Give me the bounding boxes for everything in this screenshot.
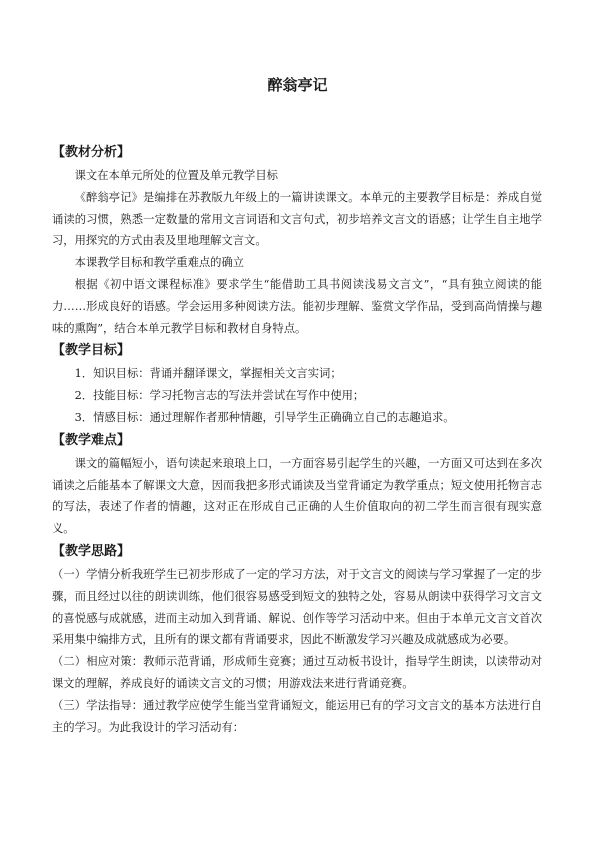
paragraph: （一）学情分析我班学生已初步形成了一定的学习方法，对于文言文的阅读与学习掌握了一定的步骤，而且经过以往的朗读训练，他们很容易感受到短文的独特之处，容易从朗读中获得学习文言文的喜悦感与成就感，进而主动加入到背诵、解说、创作等学习活动中来。但由于本单元文言文首次采用集中编排方式，且所有的课文都有背诵要求，因此不断激发学习兴趣及成就感成为必要。 bbox=[52, 567, 542, 647]
paragraph: 本课教学目标和教学重难点的确立 bbox=[74, 256, 245, 270]
paragraph: 课文的篇幅短小，语句读起来琅琅上口，一方面容易引起学生的兴趣，一方面又可达到在多次诵读之后能基本了解课文大意，因而我把多形式诵读及当堂背诵定为教学重点；短文使用托物言志的写法，表述了作者的情趣，这对正在形成自己正确的人生价值取向的初二学生而言很有现实意义。 bbox=[52, 456, 542, 536]
paragraph: 《醉翁亭记》是编排在苏教版九年级上的一篇讲读课文。本单元的主要教学目标是：养成自觉诵读的习惯，熟悉一定数量的常用文言词语和文言句式，初步培养文言文的语感；让学生自主地学习，用探究的方式由表及里地理解文言文。 bbox=[52, 190, 542, 248]
section-heading-approach: 【教学思路】 bbox=[52, 543, 131, 559]
section-heading-goals: 【教学目标】 bbox=[52, 343, 131, 359]
goal-item: 3．情感目标：通过理解作者那种情趣，引导学生正确确立自己的志趣追求。 bbox=[74, 410, 455, 424]
paragraph: 课文在本单元所处的位置及单元教学目标 bbox=[74, 169, 278, 182]
document-body bbox=[52, 141, 542, 738]
section-heading-difficulty: 【教学难点】 bbox=[52, 432, 131, 448]
paragraph: （二）相应对策：教师示范背诵，形成师生竞赛；通过互动板书设计，指导学生朗读，以读带动对课文的理解，养成良好的诵读文言文的习惯；用游戏法来进行背诵竞赛。 bbox=[52, 655, 542, 690]
paragraph: （三）学法指导：通过教学应使学生能当堂背诵短文，能运用已有的学习文言文的基本方法进行自主的学习。为此我设计的学习活动有： bbox=[52, 698, 542, 734]
page-title: 醉翁亭记 bbox=[267, 76, 328, 94]
paragraph: 根据《初中语文课程标准》要求学生“能借助工具书阅读浅易文言文”，“具有独立阅读的能力……形成良好的语感。学会运用多种阅读方法。能初步理解、鉴赏文学作品，受到高尚情操与趣味的熏陶”，结合本单元教学目标和教材自身特点。 bbox=[52, 277, 542, 335]
goal-item: 1．知识目标：背诵并翻译课文，掌握相关文言实词； bbox=[74, 367, 342, 381]
goal-item: 2．技能目标：学习托物言志的写法并尝试在写作中使用； bbox=[74, 389, 365, 403]
section-heading-analysis: 【教材分析】 bbox=[52, 145, 131, 160]
